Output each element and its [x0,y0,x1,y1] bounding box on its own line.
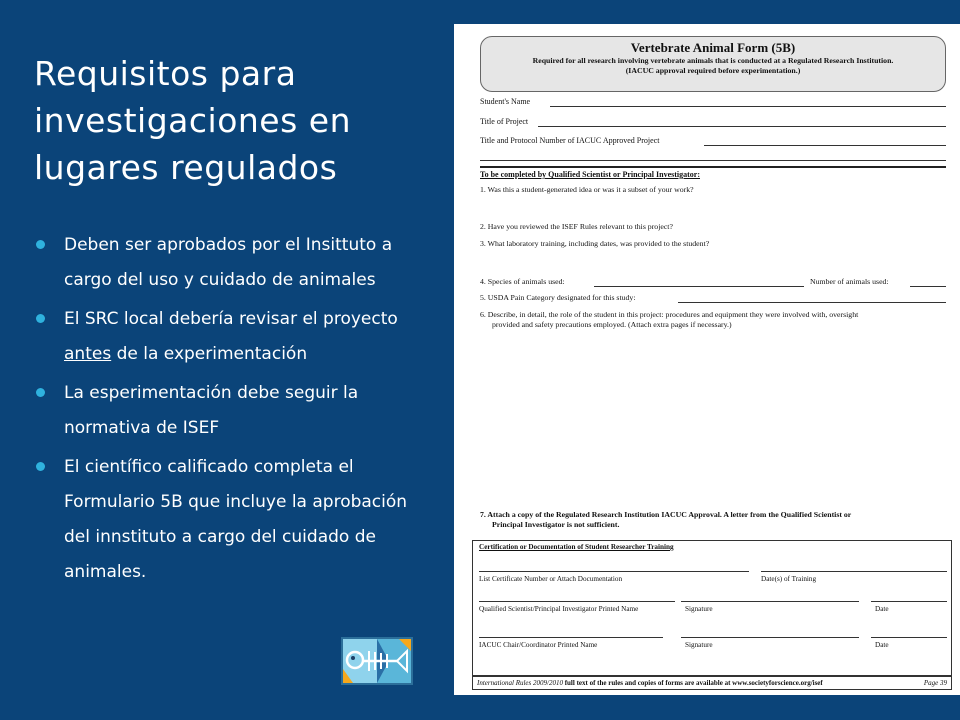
question-6b: provided and safety precautions employed. (Attach extra pages if necessary.) [492,320,732,329]
form-5b-image [454,24,960,695]
fish-skeleton-logo-icon [341,637,413,685]
question-1: 1. Was this a student-generated idea or was it a subset of your work? [480,185,694,194]
student-name-line [550,106,946,107]
qs-sign-line [681,601,859,602]
number-line [910,286,946,287]
bullet-dot-icon [36,314,45,323]
bullet-text-underlined: antes [64,344,112,364]
cert-dates-label: Date(s) of Training [761,575,817,583]
bullet-item [34,376,424,446]
project-title-label: Title of Project [480,117,529,126]
cert-list-label: List Certificate Number or Attach Documentation [479,575,623,583]
bullet-text: La esperimentación debe seguir la normativa de ISEF [64,383,359,438]
protocol-line-2 [480,160,946,161]
qs-sign-label: Signature [685,605,713,613]
qs-date-label: Date [875,605,889,613]
iacuc-sign-line [681,637,859,638]
bullet-dot-icon [36,388,45,397]
title-line-1: Requisitos para [34,54,297,93]
slide-title [34,50,434,191]
question-7b: Principal Investigator is not sufficient. [492,520,620,529]
question-2: 2. Have you reviewed the ISEF Rules relevant to this project? [480,222,673,231]
pain-category-line [678,302,946,303]
question-3: 3. What laboratory training, including dates, was provided to the student? [480,239,710,248]
form-subtitle-1: Required for all research involving vertebrate animals that is conducted at a Regulated Research Institution. [532,56,894,65]
bullet-text-pre: El SRC local debería revisar el proyecto [64,309,398,329]
project-title-line [538,126,946,127]
bullet-dot-icon [36,240,45,249]
question-4: 4. Species of animals used: [480,277,565,286]
student-name-label: Student's Name [480,97,531,106]
cert-title: Certification or Documentation of Student Researcher Training [479,543,674,551]
qs-name-label: Qualified Scientist/Principal Investigator Printed Name [479,605,639,613]
question-5: 5. USDA Pain Category designated for this study: [480,293,636,302]
qs-name-line [479,601,675,602]
section-divider [480,166,946,168]
iacuc-name-line [479,637,663,638]
footer-rules: International Rules 2009/2010 [477,679,563,687]
protocol-line [704,145,946,146]
iacuc-sign-label: Signature [685,641,713,649]
bullet-text: Deben ser aprobados por el Insittuto a cargo del uso y cuidado de animales [64,235,393,290]
bullet-text: El científico calificado completa el Formulario 5B que incluye la aprobación del innstituto a cargo del cuidado de animales. [64,457,408,582]
cert-list-line [479,571,749,572]
footer-page: Page 39 [923,679,947,687]
bullet-list [34,228,424,594]
bullet-item [34,228,424,298]
title-line-3: lugares regulados [34,148,338,187]
iacuc-date-label: Date [875,641,889,649]
completed-by-label: To be completed by Qualified Scientist or Principal Investigator: [480,170,700,179]
bullet-item [34,302,424,372]
protocol-label: Title and Protocol Number of IACUC Approved Project [480,136,660,145]
cert-dates-line [761,571,947,572]
certification-box [472,540,952,676]
question-4b: Number of animals used: [810,277,889,286]
form-footer [472,676,952,690]
bullet-dot-icon [36,462,45,471]
qs-date-line [871,601,947,602]
bullet-item [34,450,424,590]
footer-text: full text of the rules and copies of forms are available at www.societyforscience.org/isef [564,679,823,687]
iacuc-date-line [871,637,947,638]
bullet-text-post: de la experimentación [111,344,308,364]
fish-skeleton-icon [343,639,411,683]
iacuc-name-label: IACUC Chair/Coordinator Printed Name [479,641,598,649]
question-7a: 7. Attach a copy of the Regulated Research Institution IACUC Approval. A letter from the Qualified Scientist or [480,510,852,519]
form-title: Vertebrate Animal Form (5B) [630,40,796,55]
species-line [594,286,804,287]
question-6a: 6. Describe, in detail, the role of the student in this project: procedures and equipment they were involved with, oversight [480,310,859,319]
form-subtitle-2: (IACUC approval required before experimentation.) [625,66,801,75]
form-header-box [480,36,946,92]
title-line-2: investigaciones en [34,101,352,140]
